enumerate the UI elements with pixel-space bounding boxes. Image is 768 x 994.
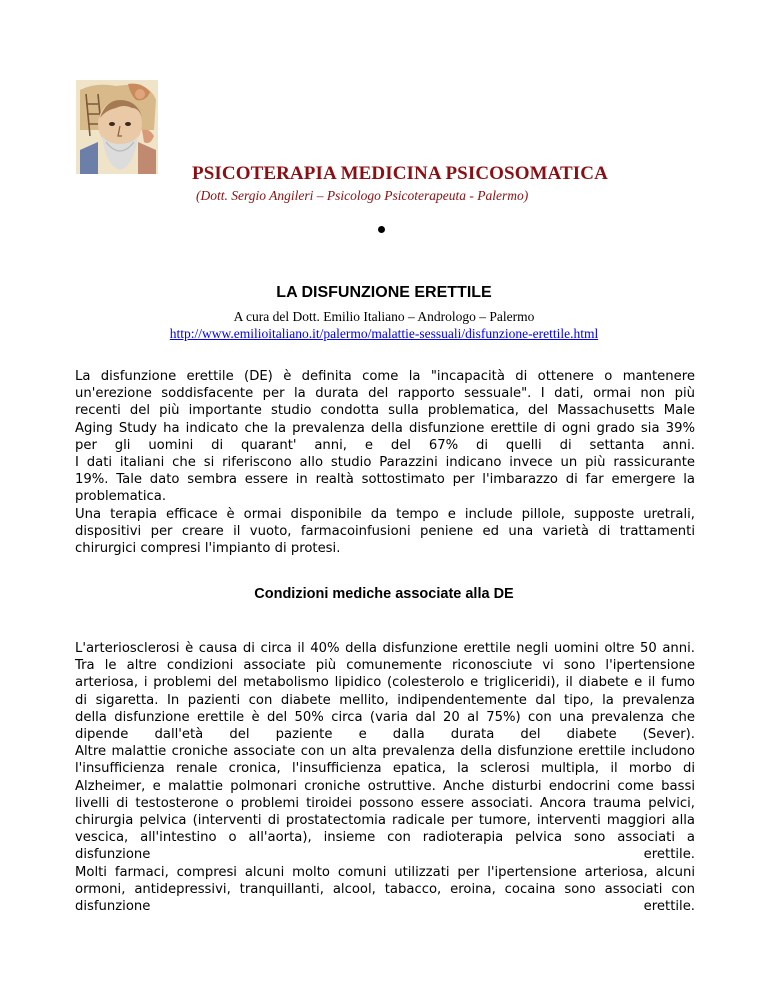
section-line: chirurgia pelvica (interventi di prostatectomia radicale per tumore, interventi maggiori alla bbox=[75, 813, 695, 829]
section-line: Altre malattie croniche associate con un alta prevalenza della disfunzione erettile includono bbox=[75, 744, 695, 760]
intro-line: un'erezione soddisfacente per la durata del rapporto sessuale". I dati, ormai non più bbox=[75, 386, 695, 402]
intro-paragraph bbox=[75, 368, 695, 557]
section-title: Condizioni mediche associate alla DE bbox=[254, 586, 514, 602]
section-paragraph bbox=[75, 640, 695, 915]
section-line: L'arteriosclerosi è causa di circa il 40% della disfunzione erettile negli uomini oltre 50 anni. bbox=[75, 641, 695, 656]
intro-line: 19%. Tale dato sembra essere in realtà sottostimato per l'imbarazzo di far emergere la bbox=[75, 472, 695, 488]
intro-line: Una terapia efficace è ormai disponibile da tempo e include pillole, supposte uretrali, bbox=[75, 506, 695, 522]
intro-line: per gli uomini di quarant' anni, e del 67% di quelli di settanta anni. bbox=[75, 437, 695, 453]
site-subtitle: (Dott. Sergio Angileri – Psicologo Psicoterapeuta - Palermo) bbox=[196, 188, 529, 203]
section-line: di sigaretta. In pazienti con diabete mellito, indipendentemente dal tipo, la prevalenza bbox=[75, 692, 695, 708]
freud-portrait-collage-icon bbox=[76, 80, 158, 174]
section-line: arteriosa, i problemi del metabolismo lipidico (colesterolo e trigliceridi), il diabete e il fumo bbox=[75, 675, 695, 691]
section-line: livelli di testosterone o problemi tiroidei possono essere associati. Ancora trauma pelvici, bbox=[75, 795, 695, 811]
intro-line: Aging Study ha indicato che la prevalenza della disfunzione erettile di ogni grado sia 39% bbox=[75, 420, 695, 436]
section-line: disfunzione erettile. bbox=[75, 899, 695, 915]
section-line: vescica, all'intestino o all'aorta), insieme con radioterapia pelvica sono associati a bbox=[75, 830, 695, 846]
source-link[interactable]: http://www.emilioitaliano.it/palermo/malattie-sessuali/disfunzione-erettile.html bbox=[169, 326, 599, 341]
bullet-icon bbox=[378, 226, 385, 233]
intro-line: recenti del più importante studio condotta sulla problematica, del Massachusetts Male bbox=[75, 403, 695, 419]
section-line: disfunzione erettile. bbox=[75, 847, 695, 863]
intro-line: I dati italiani che si riferiscono allo studio Parazzini indicano invece un più rassicurante bbox=[75, 455, 695, 471]
section-line: dipende dall'età del paziente e dalla durata del diabete (Sever). bbox=[75, 727, 695, 743]
intro-line: dispositivi per creare il vuoto, farmacoinfusioni peniene ed una varietà di trattamenti bbox=[75, 523, 695, 539]
article-title: LA DISFUNZIONE ERETTILE bbox=[276, 284, 492, 301]
article-byline: A cura del Dott. Emilio Italiano – Andrologo – Palermo bbox=[233, 309, 535, 324]
section-line: Molti farmaci, compresi alcuni molto comuni utilizzati per l'ipertensione arteriosa, alcuni bbox=[75, 864, 695, 880]
section-line: Tra le altre condizioni associate più comunemente riconosciute vi sono l'ipertensione bbox=[75, 658, 695, 674]
site-title: PSICOTERAPIA MEDICINA PSICOSOMATICA bbox=[192, 163, 608, 184]
section-line: l'insufficienza renale cronica, l'insufficienza epatica, la sclerosi multipla, il morbo di bbox=[75, 761, 695, 777]
intro-line: problematica. bbox=[75, 489, 167, 505]
section-line: della disfunzione erettile è del 50% circa (varia dal 20 al 75%) con una prevalenza che bbox=[75, 709, 695, 725]
section-line: ormoni, antidepressivi, tranquillanti, alcool, tabacco, eroina, cocaina sono associati con bbox=[75, 881, 695, 897]
section-line: Alzheimer, e malattie polmonari croniche ostruttive. Anche disturbi endocrini come bassi bbox=[75, 778, 695, 794]
intro-line: La disfunzione erettile (DE) è definita come la "incapacità di ottenere o mantenere bbox=[75, 369, 695, 384]
intro-line: chirurgici compresi l'impianto di protesi. bbox=[75, 541, 341, 557]
